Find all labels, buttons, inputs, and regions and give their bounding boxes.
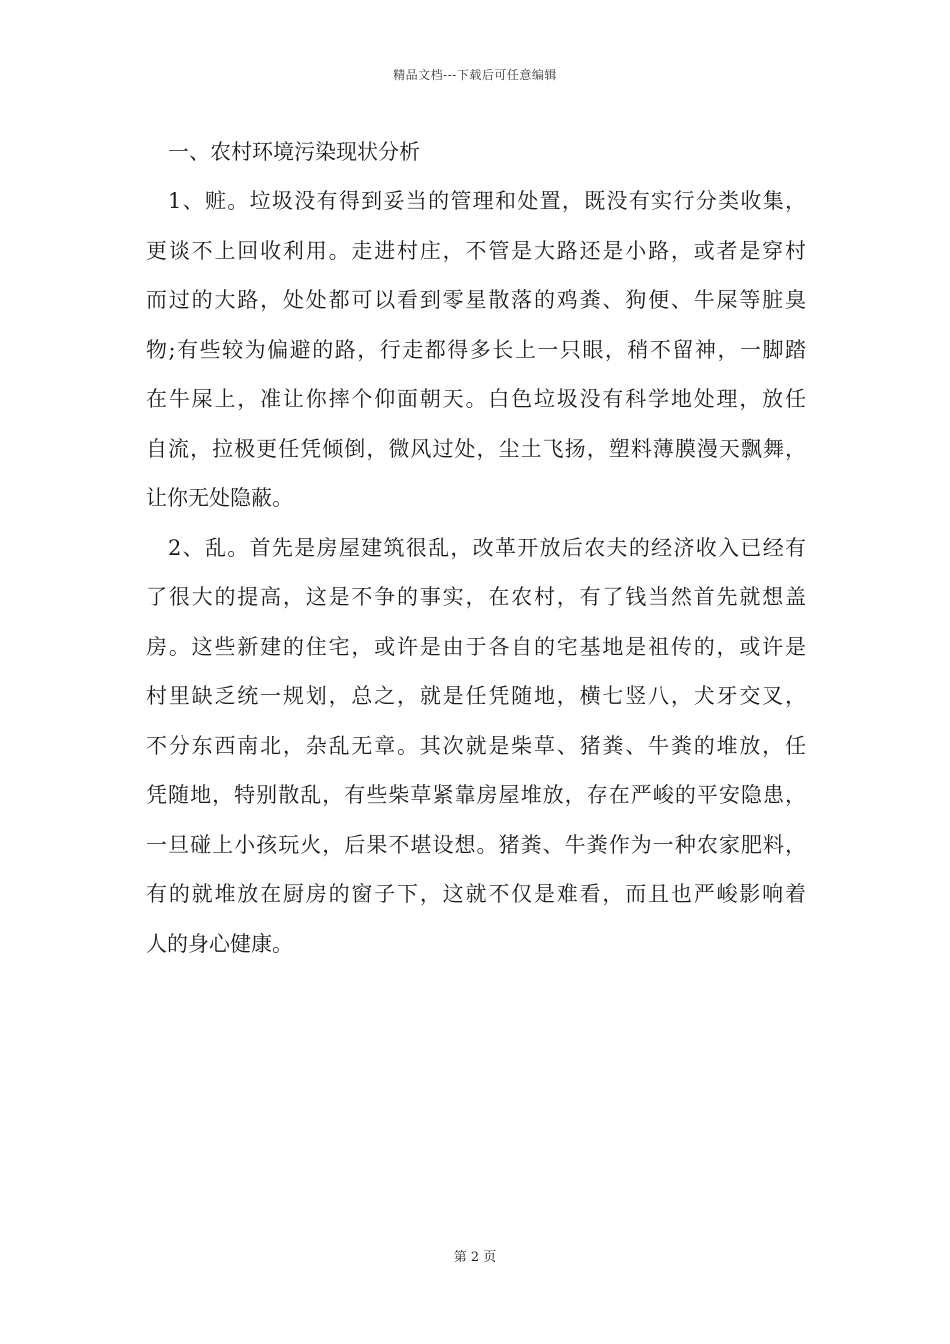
paragraph-line: 2、乱。首先是房屋建筑很乱，改革开放后农夫的经济收入已经有 bbox=[168, 535, 806, 560]
section-heading: 一、农村环境污染现状分析 bbox=[168, 140, 420, 164]
paragraph-line: 不分东西南北，杂乱无章。其次就是柴草、猪粪、牛粪的堆放，任 bbox=[146, 733, 806, 758]
paragraph-line: 而过的大路，处处都可以看到零星散落的鸡粪、狗便、牛屎等脏臭 bbox=[146, 288, 806, 312]
paragraph-line: 一旦碰上小孩玩火，后果不堪设想。猪粪、牛粪作为一种农家肥料， bbox=[146, 832, 806, 857]
paragraph-line: 凭随地，特别散乱，有些柴草紧靠房屋堆放，存在严峻的平安隐患， bbox=[146, 783, 806, 807]
paragraph-line: 了很大的提高，这是不争的事实，在农村，有了钱当然首先就想盖 bbox=[146, 585, 806, 609]
paragraph-dirty bbox=[146, 177, 806, 524]
paragraph-line: 物;有些较为偏避的路，行走都得多长上一只眼，稍不留神，一脚踏 bbox=[146, 337, 806, 362]
paragraph-line: 村里缺乏统一规划，总之，就是任凭随地，横七竖八，犬牙交叉， bbox=[146, 684, 806, 708]
paragraph-line: 1、赃。垃圾没有得到妥当的管理和处置，既没有实行分类收集， bbox=[168, 189, 806, 213]
paragraph-line: 人的身心健康。 bbox=[146, 931, 293, 956]
paragraph-line: 在牛屎上，准让你摔个仰面朝天。白色垃圾没有科学地处理，放任 bbox=[146, 387, 806, 411]
document-body bbox=[146, 128, 806, 969]
paragraph-line: 自流，拉极更任凭倾倒，微风过处，尘土飞扬，塑料薄膜漫天飘舞， bbox=[146, 436, 806, 461]
paragraph-line: 房。这些新建的住宅，或许是由于各自的宅基地是祖传的，或许是 bbox=[146, 634, 806, 659]
paragraph-line: 有的就堆放在厨房的窗子下，这就不仅是难看，而且也严峻影响着 bbox=[146, 882, 806, 906]
page-number: 第 2 页 bbox=[453, 1250, 497, 1265]
paragraph-line: 让你无处隐蔽。 bbox=[146, 486, 293, 510]
paragraph-messy bbox=[146, 524, 806, 970]
page-header: 精品文档---下载后可任意编辑 bbox=[393, 68, 557, 82]
paragraph-line: 更谈不上回收利用。走进村庄，不管是大路还是小路，或者是穿村 bbox=[146, 238, 806, 263]
